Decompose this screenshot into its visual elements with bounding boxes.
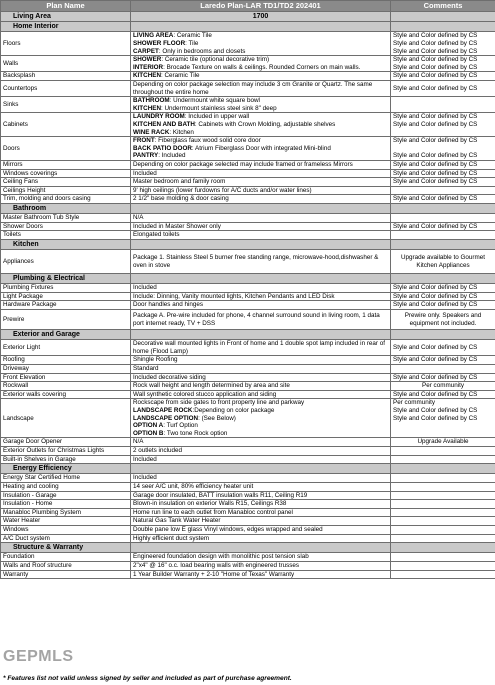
label-floors: Floors — [1, 32, 131, 56]
row-light-package: Light Package Include: Dinning, Vanity mounted lights, Kitchen Pendants and LED Disk Style and Color defined by CS — [1, 292, 495, 301]
row-walls-roof: Walls and Roof structure 2"x4" @ 16" o.c. load bearing walls with engineered trusses — [1, 561, 495, 570]
mls-watermark: GEPMLS — [3, 648, 74, 665]
section-bathroom: Bathroom — [1, 203, 495, 213]
row-backsplash: Backsplash KITCHEN: Ceramic Tile Style and Color defined by CS — [1, 72, 495, 81]
row-exterior-walls: Exterior walls covering Wall synthetic colored stucco application and siding Style and Color defined by CS — [1, 390, 495, 399]
row-front-elevation: Front Elevation Included decorative siding Style and Color defined by CS — [1, 373, 495, 382]
row-doors: Doors FRONT: Fiberglass faux wood solid core door BACK PATIO DOOR: Atrium Fiberglass Door with integrated Mini-blind PANTRY: Included Style and Color defined by CS Style and Color defined by CS — [1, 137, 495, 161]
footnote: * Features list not valid unless signed by seller and included as part of purchase agreement. — [3, 675, 292, 682]
row-garage-shelves: Built-in Shelves in Garage Included — [1, 455, 495, 464]
row-prewire: Prewire Package A. Pre-wire included for phone, 4 channel surround sound in living room, 1 data port internet ready, TV + DSS Prewire only. Speakers and equipment not included. — [1, 310, 495, 330]
row-insulation-home: Insulation - Home Blown-in insulation on exterior Walls R15, Ceilings R38 — [1, 500, 495, 509]
section-structure: Structure & Warranty — [1, 543, 495, 553]
living-area-row — [1, 12, 495, 22]
section-plumbing: Plumbing & Electrical — [1, 274, 495, 284]
row-water-heater: Water Heater Natural Gas Tank Water Heater — [1, 517, 495, 526]
row-energy-star: Energy Star Certified Home Included — [1, 474, 495, 483]
row-sinks: Sinks BATHROOM: Undermount white square bowl KITCHEN: Undermount stainless steel sink 8" deep — [1, 97, 495, 113]
row-hardware: Hardware Package Door handles and hinges Style and Color defined by CS — [1, 301, 495, 310]
row-mirrors: Mirrors Depending on color package selected may include framed or frameless Mirrors Style and Color defined by CS — [1, 160, 495, 169]
row-insulation-garage: Insulation - Garage Garage door insulated, BATT insulation walls R11, Ceiling R19 — [1, 491, 495, 500]
living-area-label: Living Area — [13, 13, 51, 20]
row-cabinets: Cabinets LAUNDRY ROOM: Included in upper wall KITCHEN AND BATH: Cabinets with Crown Molding, adjustable shelves WINE RACK: Kitchen Style and Color defined by CS Style and Color defined by CS — [1, 113, 495, 137]
row-tub: Master Bathroom Tub Style N/A — [1, 214, 495, 223]
row-appliances: Appliances Package 1. Stainless Steel 5 burner free standing range, microwave-hood,dishwasher & oven in stove Upgrade available to Gourmet Kitchen Appliances — [1, 250, 495, 274]
row-foundation: Foundation Engineered foundation design with monolithic post tension slab — [1, 553, 495, 562]
row-ceilings-height: Ceilings Height 9' high ceilings (lower furdowns for A/C ducts and/or water lines) — [1, 186, 495, 195]
row-exterior-light: Exterior Light Decorative wall mounted lights in Front of home and 1 double spot lamp included in rear of home (Flood Lamp) Style and Color defined by CS — [1, 340, 495, 356]
living-area-value: 1700 — [131, 12, 391, 22]
section-kitchen: Kitchen — [1, 239, 495, 249]
section-energy: Energy Efficiency — [1, 464, 495, 474]
row-plumbing-fixtures: Plumbing Fixtures Included Style and Color defined by CS — [1, 284, 495, 293]
row-ac-duct: A/C Duct system Highly efficient duct system — [1, 534, 495, 543]
section-exterior: Exterior and Garage — [1, 330, 495, 340]
row-windows-coverings: Windows coverings Included Style and Color defined by CS — [1, 169, 495, 178]
row-warranty: Warranty 1 Year Builder Warranty + 2-10 "Home of Texas" Warranty — [1, 570, 495, 579]
row-landscape: Landscape Rockscape from side gates to front property line and parkway LANDSCAPE ROCK:Depending on color package LANDSCAPE OPTION: (See Below) OPTION A: Turf Option OPTION B: Two tone Rock option Per community Style and Color defined by CS Style and Color defined by CS — [1, 399, 495, 438]
row-walls: Walls SHOWER: Ceramic tile (optional decorative trim) INTERIOR: Brocade Texture on walls & ceilings. Rounded Corners on main walls. Style and Color defined by CS Style and Color defined by CS — [1, 56, 495, 72]
row-manabloc: Manabloc Plumbing System Home run line to each outlet from Manabloc control panel — [1, 508, 495, 517]
row-trim: Trim, molding and doors casing 2 1/2" base molding & door casing Style and Color defined by CS — [1, 195, 495, 204]
row-ceiling-fans: Ceiling Fans Master bedroom and family room Style and Color defined by CS — [1, 178, 495, 187]
row-heating: Heating and cooling 14 seer A/C unit, 80% efficiency heater unit — [1, 482, 495, 491]
header-plan: Laredo Plan-LAR TD1/TD2 202401 — [131, 1, 391, 12]
label-walls: Walls — [1, 56, 131, 72]
row-countertops: Countertops Depending on color package selection may include 3 cm Granite or Quartz. The same throughout the entire home Style and Color defined by CS — [1, 80, 495, 96]
row-toilets: Toilets Elongated toilets — [1, 231, 495, 240]
row-roofing: Roofing Shingle Roofing Style and Color defined by CS — [1, 356, 495, 365]
header-comments: Comments — [391, 1, 495, 12]
row-windows: Windows Double pane low E glass Vinyl windows, edges wrapped and sealed — [1, 525, 495, 534]
row-floors: Floors LIVING AREA: Ceramic Tile SHOWER FLOOR: Tile CARPET: Only in bedrooms and closets Style and Color defined by CS Style and Color defined by CS Style and Color defined by CS — [1, 32, 495, 56]
header-plan-name: Plan Name — [1, 1, 131, 12]
row-shower-doors: Shower Doors Included in Master Shower only Style and Color defined by CS — [1, 222, 495, 231]
row-driveway: Driveway Standard — [1, 365, 495, 374]
header-row — [1, 1, 495, 12]
section-home-interior: Home Interior — [1, 22, 495, 32]
row-rockwall: Rockwall Rock wall height and length determined by area and site Per community — [1, 382, 495, 391]
row-garage-door: Garage Door Opener N/A Upgrade Available — [1, 438, 495, 447]
row-christmas-outlets: Exterior Outlets for Christmas Lights 2 outlets included — [1, 446, 495, 455]
